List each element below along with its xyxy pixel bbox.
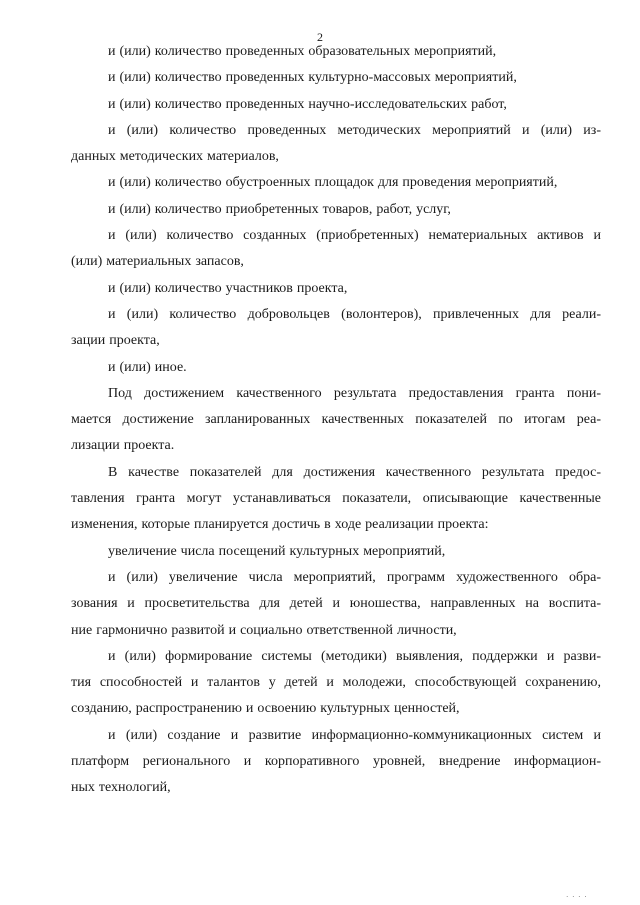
- paragraph: [71, 197, 601, 223]
- paragraph: [71, 355, 601, 381]
- text-line: и (или) количество добровольцев (волонтеров), привлеченных для реали-: [108, 306, 601, 322]
- text-line: и (или) создание и развитие информационно-коммуникационных систем и: [108, 727, 601, 743]
- text-line: мается достижение запланированных качественных показателей по итогам реа-: [71, 412, 601, 428]
- text-line: В качестве показателей для достижения качественного результата предос-: [108, 464, 601, 480]
- text-line: тавления гранта могут устанавливаться показатели, описывающие качественные: [71, 491, 601, 507]
- text-line: и (или) количество проведенных культурно-массовых мероприятий,: [108, 70, 517, 86]
- paragraph: [71, 65, 601, 91]
- paragraph: [71, 565, 601, 644]
- text-line: и (или) количество проведенных научно-исследовательских работ,: [108, 96, 507, 112]
- text-line: зования и просветительства для детей и юношества, направленных на воспита-: [71, 596, 601, 612]
- text-line: и (или) количество приобретенных товаров, работ, услуг,: [108, 201, 451, 217]
- text-line: и (или) количество участников проекта,: [108, 280, 348, 296]
- paragraph: [71, 644, 601, 723]
- paragraph: [71, 223, 601, 276]
- text-line: и (или) иное.: [108, 359, 187, 375]
- paragraph: [71, 170, 601, 196]
- text-line: и (или) количество обустроенных площадок для проведения мероприятий,: [108, 175, 558, 191]
- text-line: платформ регионального и корпоративного уровней, внедрение информацион-: [71, 754, 601, 770]
- text-line: (или) материальных запасов,: [71, 254, 244, 270]
- text-line: зации проекта,: [71, 333, 160, 349]
- paragraph: [71, 276, 601, 302]
- text-line: и (или) количество проведенных образовательных мероприятий,: [108, 44, 497, 59]
- text-line: и (или) количество проведенных методических мероприятий и (или) из-: [108, 122, 601, 138]
- text-line: и (или) формирование системы (методики) выявления, поддержки и разви-: [108, 648, 601, 664]
- document-body: [71, 39, 601, 802]
- text-line: увеличение числа посещений культурных мероприятий,: [108, 543, 446, 559]
- text-line: ных технологий,: [71, 780, 171, 796]
- text-line: изменения, которые планируется достичь в ходе реализации проекта:: [71, 517, 489, 533]
- paragraph: [71, 39, 601, 65]
- text-line: и (или) количество созданных (приобретенных) нематериальных активов и: [108, 228, 601, 244]
- paragraph: [71, 118, 601, 171]
- paragraph: [71, 723, 601, 802]
- text-line: лизации проекта.: [71, 438, 175, 454]
- paragraph: [71, 92, 601, 118]
- scan-mark: · · · ·: [566, 893, 588, 901]
- text-line: тия способностей и талантов у детей и молодежи, способствующей сохранению,: [71, 675, 601, 691]
- paragraph: [71, 381, 601, 460]
- paragraph: [71, 539, 601, 565]
- text-line: созданию, распространению и освоению культурных ценностей,: [71, 701, 460, 717]
- paragraph: [71, 302, 601, 355]
- text-line: ние гармонично развитой и социально ответственной личности,: [71, 622, 457, 638]
- page-number: 2: [317, 30, 323, 44]
- paragraph: [71, 460, 601, 539]
- text-line: и (или) увеличение числа мероприятий, программ художественного обра-: [108, 569, 601, 585]
- text-line: Под достижением качественного результата предоставления гранта пони-: [108, 385, 601, 401]
- text-line: данных методических материалов,: [71, 149, 279, 165]
